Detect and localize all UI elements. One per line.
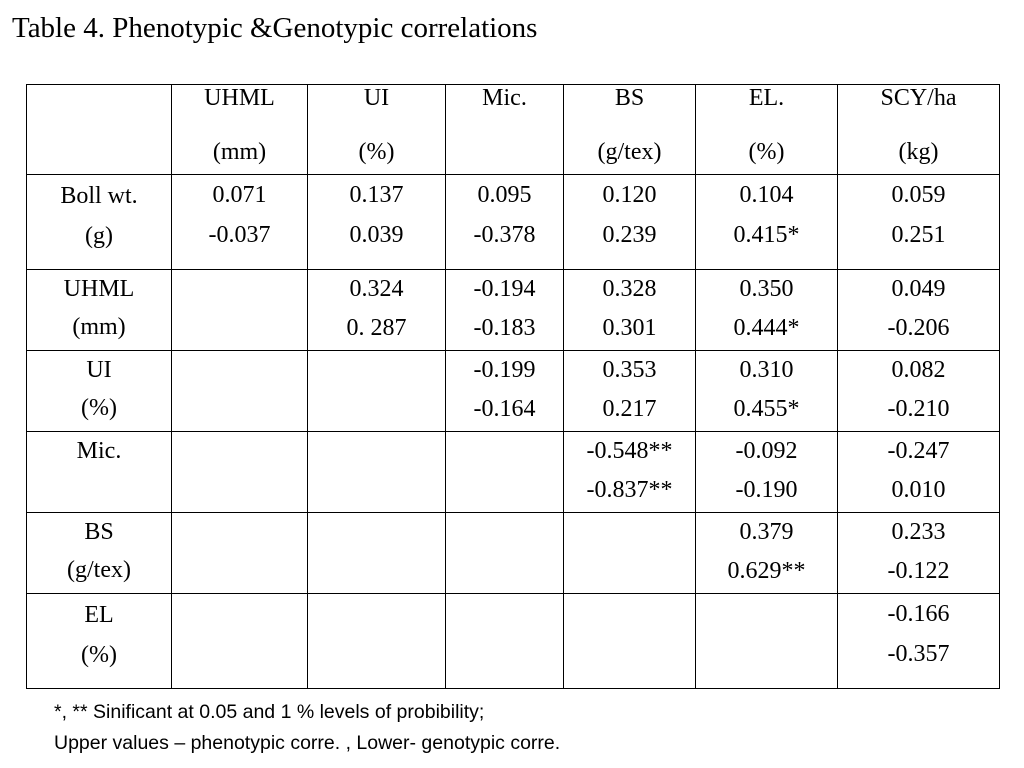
column-name: UI: [363, 85, 390, 111]
row-label: Mic.: [76, 438, 122, 464]
phenotypic-value: 0.082: [891, 357, 946, 383]
column-header: [564, 85, 696, 175]
table-row: [27, 270, 1000, 351]
genotypic-value: 0.217: [602, 396, 657, 422]
row-unit: (g): [85, 223, 113, 249]
table-cell: [696, 432, 838, 513]
genotypic-value: -0.837**: [586, 477, 673, 503]
table-cell: [838, 594, 1000, 689]
genotypic-value: 0.444*: [733, 315, 800, 341]
empty-cell: [172, 594, 308, 689]
table-row: [27, 513, 1000, 594]
genotypic-value: -0.357: [887, 641, 950, 667]
column-unit: (g/tex): [597, 139, 662, 165]
genotypic-value: 0. 287: [346, 315, 407, 341]
page-title: Table 4. Phenotypic &Genotypic correlations: [12, 12, 538, 44]
empty-cell: [308, 513, 446, 594]
genotypic-value: 0.415*: [733, 222, 800, 248]
significance-note: *, ** Sinificant at 0.05 and 1 % levels of probibility;: [54, 701, 485, 723]
table-cell: [564, 175, 696, 270]
genotypic-value: 0.301: [602, 315, 657, 341]
empty-cell: [172, 351, 308, 432]
empty-cell: [172, 270, 308, 351]
genotypic-value: -0.183: [473, 315, 536, 341]
phenotypic-value: 0.095: [477, 182, 532, 208]
table-cell: [308, 175, 446, 270]
phenotypic-value: 0.324: [349, 276, 404, 302]
phenotypic-value: -0.166: [887, 601, 950, 627]
genotypic-value: -0.164: [473, 396, 536, 422]
table-row: [27, 432, 1000, 513]
table-cell: [308, 270, 446, 351]
phenotypic-value: 0.071: [212, 182, 267, 208]
table-cell: [696, 175, 838, 270]
phenotypic-value: -0.092: [735, 438, 798, 464]
empty-cell: [564, 513, 696, 594]
column-name: EL.: [748, 85, 785, 111]
table-row: [27, 351, 1000, 432]
empty-cell: [172, 513, 308, 594]
correlation-table: [26, 84, 1000, 689]
row-label: BS: [84, 519, 114, 545]
genotypic-value: -0.190: [735, 477, 798, 503]
table-cell: [838, 351, 1000, 432]
table-cell: [838, 513, 1000, 594]
phenotypic-value: 0.059: [891, 182, 946, 208]
row-header: [27, 594, 172, 689]
column-header: [696, 85, 838, 175]
empty-cell: [446, 432, 564, 513]
column-unit: (%): [748, 139, 785, 165]
genotypic-value: 0.010: [891, 477, 946, 503]
column-name: SCY/ha: [880, 85, 957, 111]
column-header: [308, 85, 446, 175]
footnotes: [54, 697, 560, 759]
phenotypic-value: 0.310: [739, 357, 794, 383]
empty-cell: [446, 594, 564, 689]
column-name: UHML: [204, 85, 275, 111]
table-cell: [696, 270, 838, 351]
genotypic-value: 0.455*: [733, 396, 800, 422]
genotypic-value: 0.251: [891, 222, 946, 248]
genotypic-value: -0.210: [887, 396, 950, 422]
table-cell: [838, 270, 1000, 351]
table-cell: [564, 270, 696, 351]
phenotypic-value: 0.120: [602, 182, 657, 208]
column-header: [172, 85, 308, 175]
table-cell: [446, 351, 564, 432]
table-cell: [172, 175, 308, 270]
empty-cell: [308, 432, 446, 513]
genotypic-value: 0.039: [349, 222, 404, 248]
column-header: [446, 85, 564, 175]
table-cell: [564, 351, 696, 432]
phenotypic-value: 0.350: [739, 276, 794, 302]
row-label: Boll wt.: [60, 183, 138, 209]
table-row: [27, 594, 1000, 689]
column-name: Mic.: [482, 85, 527, 111]
empty-cell: [564, 594, 696, 689]
row-unit: (%): [81, 395, 117, 421]
table-cell: [446, 270, 564, 351]
row-unit: (%): [81, 642, 117, 668]
table-cell: [838, 175, 1000, 270]
empty-cell: [446, 513, 564, 594]
genotypic-value: 0.629**: [727, 558, 806, 584]
corner-cell: [27, 85, 172, 175]
table-row: [27, 175, 1000, 270]
phenotypic-value: -0.194: [473, 276, 536, 302]
column-unit: (mm): [212, 139, 267, 165]
column-unit: (kg): [898, 139, 939, 165]
row-label: UI: [86, 357, 112, 383]
row-label: UHML: [63, 276, 135, 302]
empty-cell: [308, 351, 446, 432]
table-cell: [696, 513, 838, 594]
empty-cell: [696, 594, 838, 689]
column-header: [838, 85, 1000, 175]
phenotypic-value: 0.379: [739, 519, 794, 545]
table-cell: [696, 351, 838, 432]
row-unit: (mm): [72, 314, 126, 340]
phenotypic-value: 0.328: [602, 276, 657, 302]
phenotypic-value: 0.353: [602, 357, 657, 383]
empty-cell: [308, 594, 446, 689]
row-header: [27, 513, 172, 594]
column-unit: (%): [358, 139, 395, 165]
row-header: [27, 432, 172, 513]
phenotypic-value: 0.049: [891, 276, 946, 302]
genotypic-value: 0.239: [602, 222, 657, 248]
column-name: BS: [614, 85, 645, 111]
row-header: [27, 175, 172, 270]
table-cell: [564, 432, 696, 513]
phenotypic-value: -0.548**: [586, 438, 673, 464]
row-header: [27, 270, 172, 351]
genotypic-value: -0.206: [887, 315, 950, 341]
genotypic-value: -0.378: [473, 222, 536, 248]
phenotypic-value: -0.247: [887, 438, 950, 464]
values-legend-note: Upper values – phenotypic corre. , Lower- genotypic corre.: [54, 732, 561, 754]
table-cell: [838, 432, 1000, 513]
phenotypic-value: 0.104: [739, 182, 794, 208]
table-cell: [446, 175, 564, 270]
row-unit: (g/tex): [67, 557, 131, 583]
genotypic-value: -0.122: [887, 558, 950, 584]
phenotypic-value: -0.199: [473, 357, 536, 383]
phenotypic-value: 0.233: [891, 519, 946, 545]
row-header: [27, 351, 172, 432]
genotypic-value: -0.037: [208, 222, 271, 248]
phenotypic-value: 0.137: [349, 182, 404, 208]
header-row: [27, 85, 1000, 175]
empty-cell: [172, 432, 308, 513]
row-label: EL: [84, 602, 114, 628]
